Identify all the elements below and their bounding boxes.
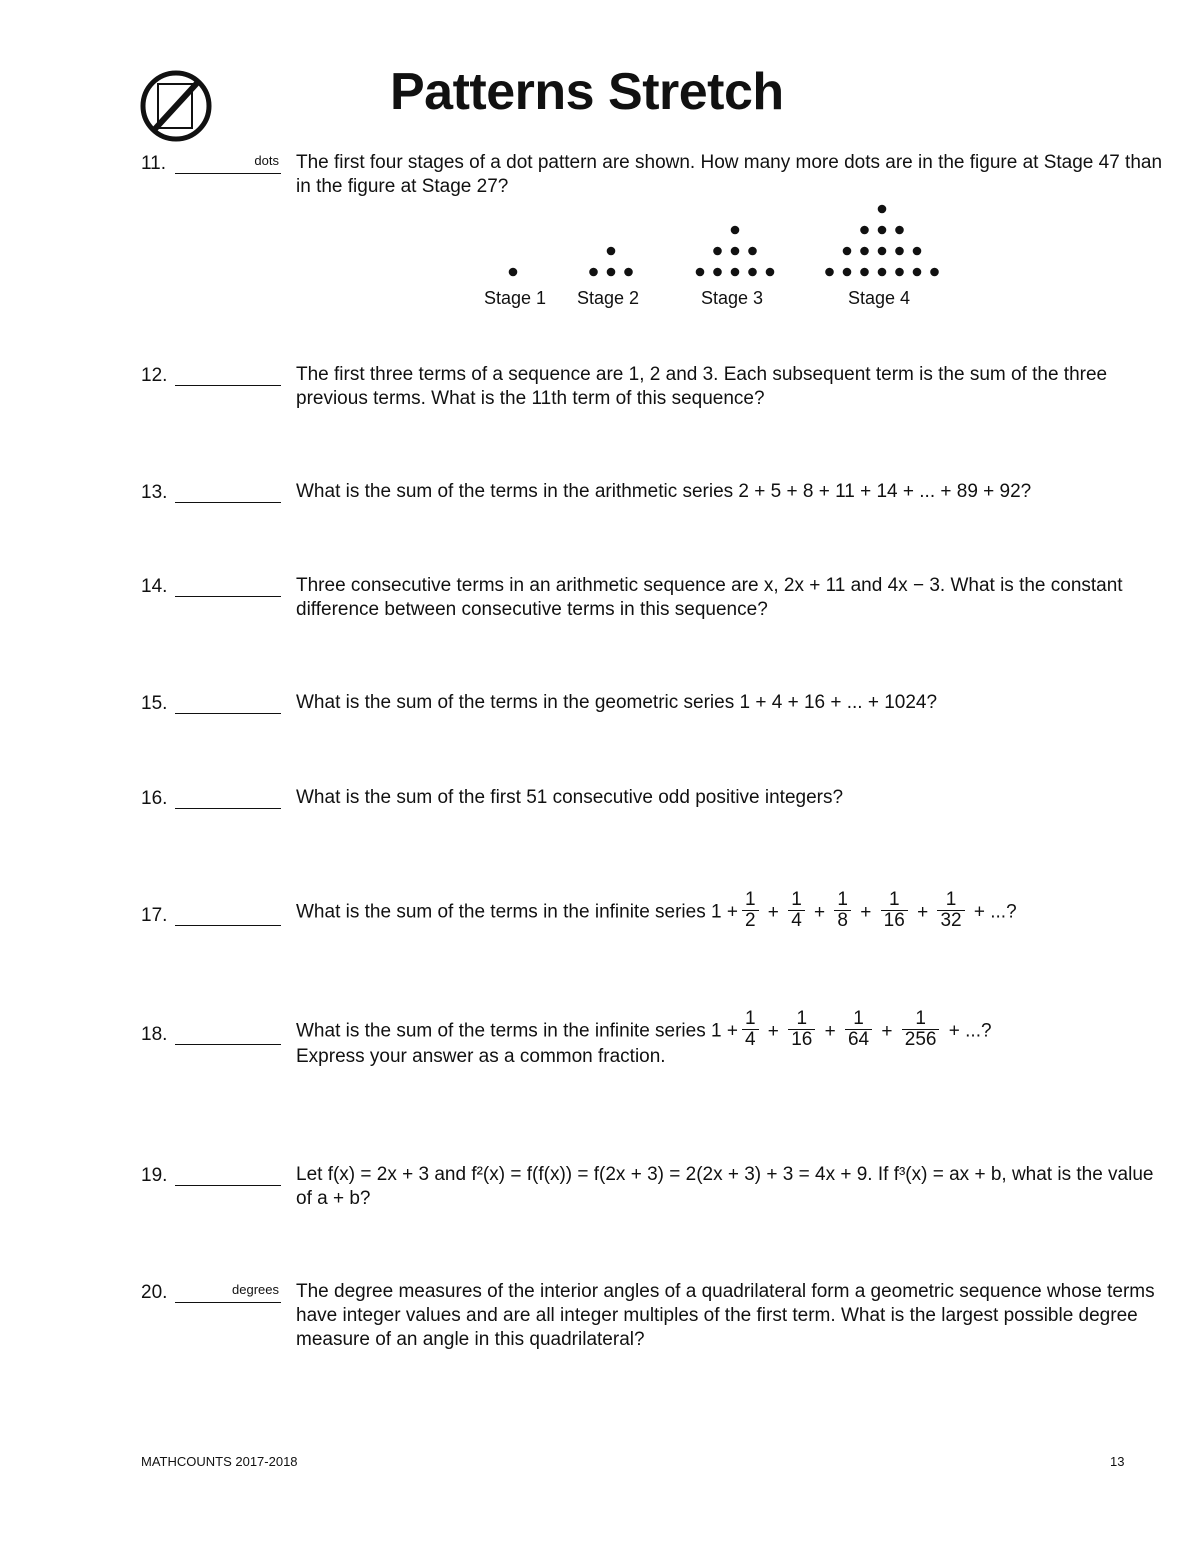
problem-text: What is the sum of the terms in the arithmetic series 2 + 5 + 8 + 11 + 14 + ... + 89 + 92? — [296, 481, 1032, 502]
problem-number: 18. — [141, 1024, 168, 1045]
answer-blank[interactable] — [175, 482, 281, 503]
pattern-dot — [748, 247, 757, 256]
fraction-numerator: 1 — [915, 1008, 926, 1029]
answer-blank[interactable] — [175, 788, 281, 809]
pattern-dot — [509, 268, 518, 277]
pattern-dot — [766, 268, 775, 277]
problem-text: What is the sum of the first 51 consecutive odd positive integers? — [296, 787, 844, 808]
plus-sign: + — [819, 1020, 841, 1042]
pattern-dot — [878, 226, 887, 235]
fraction-numerator: 1 — [945, 889, 957, 910]
problem-number: 15. — [141, 693, 168, 714]
pattern-dot — [878, 205, 887, 214]
problem-text-lead: What is the sum of the terms in the infinite series 1 + — [296, 1020, 738, 1042]
pattern-dot — [913, 268, 922, 277]
answer-blank[interactable] — [175, 905, 281, 926]
pattern-dot — [731, 268, 740, 277]
pattern-dot — [895, 247, 904, 256]
fraction-denominator: 32 — [937, 910, 964, 931]
problem-number: 12. — [141, 365, 168, 386]
fraction-series — [738, 889, 969, 931]
plus-sign: + — [762, 1020, 785, 1042]
pattern-dot — [825, 268, 834, 277]
fraction-denominator: 64 — [845, 1029, 872, 1050]
answer-blank[interactable] — [175, 576, 281, 597]
problem-text-line2: Express your answer as a common fraction. — [296, 1046, 666, 1067]
pattern-dot — [748, 268, 757, 277]
fraction — [742, 890, 759, 931]
pattern-dot — [843, 247, 852, 256]
fraction — [881, 890, 908, 931]
fraction-numerator: 1 — [744, 1008, 756, 1029]
pattern-dot — [624, 268, 633, 277]
pattern-dot — [878, 268, 887, 277]
fraction — [742, 1009, 759, 1050]
fraction-series — [738, 1008, 944, 1050]
pattern-dot — [607, 247, 616, 256]
pattern-dot — [895, 268, 904, 277]
problem-text: Let f(x) = 2x + 3 and f²(x) = f(f(x)) = f(2x + 3) = 2(2x + 3) + 3 = 4x + 9. If f³(x) = ax + b, what is the value of a + b? — [296, 1164, 1154, 1209]
fraction-denominator: 2 — [742, 910, 759, 931]
plus-sign: + — [762, 901, 785, 923]
stage-label: Stage 1 — [484, 288, 547, 308]
pattern-dot — [913, 247, 922, 256]
pattern-dot — [860, 247, 869, 256]
fraction-numerator: 1 — [744, 889, 756, 910]
pattern-dot — [696, 268, 705, 277]
stage-label: Stage 3 — [701, 288, 764, 308]
problem-text: The first three terms of a sequence are 1, 2 and 3. Each subsequent term is the sum of the three previous terms. What is the 11th term of this sequence? — [296, 364, 1108, 409]
fraction-denominator: 4 — [788, 910, 805, 931]
stage-label: Stage 4 — [848, 288, 911, 308]
answer-blank[interactable] — [175, 153, 281, 174]
pattern-dot — [589, 268, 598, 277]
fraction-numerator: 1 — [791, 889, 802, 910]
pattern-dot — [843, 268, 852, 277]
problem-text: The degree measures of the interior angles of a quadrilateral form a geometric sequence whose terms have integer values and are all integer multiples of the first term. What is the largest possible degree measure of an angle in this quadrilateral? — [296, 1281, 1155, 1350]
problem-number: 16. — [141, 788, 168, 809]
page-number: 13 — [1110, 1454, 1125, 1469]
problem-number: 11. — [141, 153, 167, 174]
problem-text: Three consecutive terms in an arithmetic sequence are x, 2x + 11 and 4x − 3. What is the constant difference between consecutive terms in this sequence? — [296, 575, 1123, 620]
problem-number: 20. — [141, 1282, 168, 1303]
pattern-dot — [930, 268, 939, 277]
fraction — [937, 890, 964, 931]
fraction-denominator: 16 — [788, 1029, 815, 1050]
fraction-denominator: 256 — [902, 1029, 940, 1050]
fraction-denominator: 8 — [834, 910, 851, 931]
pattern-dot — [878, 247, 887, 256]
answer-unit: dots — [254, 153, 279, 168]
pattern-dot — [713, 247, 722, 256]
fraction-numerator: 1 — [853, 1008, 864, 1029]
plus-sign: + — [855, 901, 877, 923]
pattern-dot — [713, 268, 722, 277]
problem-number: 17. — [141, 905, 168, 926]
answer-unit: degrees — [232, 1282, 279, 1297]
fraction — [845, 1009, 872, 1050]
plus-sign: + — [808, 901, 831, 923]
pattern-dot — [860, 268, 869, 277]
problem-text-tail: + ...? — [948, 1020, 992, 1042]
pattern-dot — [607, 268, 616, 277]
fraction — [788, 1009, 815, 1050]
answer-blank[interactable] — [175, 1165, 281, 1186]
answer-blank[interactable] — [175, 365, 281, 386]
fraction-numerator: 1 — [796, 1008, 808, 1029]
no-calculator-icon — [140, 70, 212, 142]
page-title: Patterns Stretch — [390, 63, 784, 121]
stage-label: Stage 2 — [577, 288, 640, 308]
fraction-denominator: 16 — [881, 910, 908, 931]
fraction — [902, 1009, 940, 1050]
pattern-dot — [731, 247, 740, 256]
pattern-dot — [731, 226, 740, 235]
pattern-dot — [860, 226, 869, 235]
pattern-dot — [895, 226, 904, 235]
problem-text: What is the sum of the terms in the geometric series 1 + 4 + 16 + ... + 1024? — [296, 692, 938, 713]
answer-blank[interactable] — [175, 1024, 281, 1045]
fraction-numerator: 1 — [888, 889, 900, 910]
problem-text — [296, 889, 1166, 933]
answer-blank[interactable] — [175, 1282, 281, 1303]
problem-number: 13. — [141, 482, 168, 503]
fraction-numerator: 1 — [837, 889, 848, 910]
fraction — [834, 890, 851, 931]
answer-blank[interactable] — [175, 693, 281, 714]
plus-sign: + — [911, 901, 934, 923]
footer-left: MATHCOUNTS 2017-2018 — [141, 1454, 298, 1469]
problem-number: 14. — [141, 576, 168, 597]
fraction-denominator: 4 — [742, 1029, 759, 1050]
fraction — [788, 890, 805, 931]
plus-sign: + — [876, 1020, 898, 1042]
problem-number: 19. — [141, 1165, 168, 1186]
dot-pattern-figure — [480, 200, 970, 320]
problem-text: The first four stages of a dot pattern are shown. How many more dots are in the figure at Stage 47 than in the figure at Stage 27? — [296, 152, 1163, 197]
problem-text-lead: What is the sum of the terms in the infinite series 1 + — [296, 901, 738, 923]
problem-text-tail: + ...? — [973, 901, 1017, 923]
